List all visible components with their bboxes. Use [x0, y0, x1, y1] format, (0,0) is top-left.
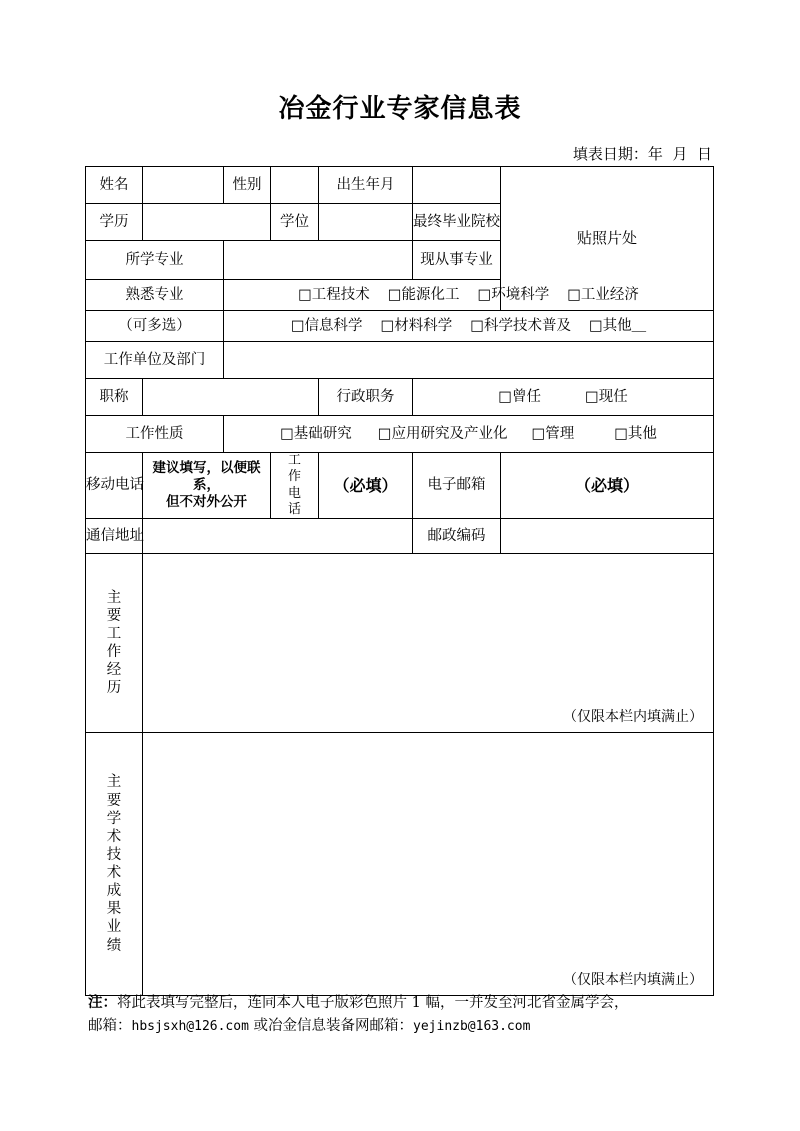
label-postcode: 邮政编码 — [413, 519, 501, 554]
field-birth[interactable] — [413, 167, 501, 204]
checkbox-label: 应用研究及产业化 — [391, 425, 508, 442]
admin-post-options — [413, 379, 714, 416]
table-row-work-nature — [86, 416, 714, 453]
vchar: 工 — [106, 625, 122, 642]
checkbox-icon: □ — [614, 425, 628, 442]
fill-date-line: 填表日期：年 月 日 — [572, 145, 712, 163]
checkbox-icon: □ — [377, 425, 392, 442]
field-education[interactable] — [143, 204, 271, 241]
checkbox-icon: □ — [298, 286, 312, 303]
field-degree[interactable] — [319, 204, 413, 241]
footer-email-2[interactable]: yejinzb@163.com — [413, 1019, 531, 1035]
label-work-unit: 工作单位及部门 — [86, 342, 224, 379]
table-row-contact — [86, 453, 714, 519]
table-row-main-experience — [86, 554, 714, 733]
field-job-title[interactable] — [143, 379, 319, 416]
field-address[interactable] — [143, 519, 413, 554]
vchar: 学 — [106, 810, 122, 827]
vchar: 技 — [106, 846, 122, 863]
field-main-achievements[interactable] — [143, 733, 714, 996]
checkbox-label: 其他 — [627, 425, 657, 442]
footer-email-1[interactable]: hbsjsxh@126.com — [131, 1019, 249, 1035]
familiar-major-options-row2 — [224, 311, 714, 342]
label-education: 学历 — [86, 204, 143, 241]
photo-placeholder[interactable]: 贴照片处 — [501, 167, 714, 311]
label-birth: 出生年月 — [319, 167, 413, 204]
table-row-job-title — [86, 379, 714, 416]
expert-info-table — [85, 166, 714, 996]
checkbox-icon: □ — [477, 286, 492, 303]
checkbox-option-environment[interactable] — [478, 286, 550, 304]
checkbox-label: 管理 — [545, 425, 575, 442]
checkbox-icon: □ — [280, 425, 294, 442]
checkbox-label: 工程技术 — [311, 286, 370, 303]
vchar: 历 — [106, 680, 122, 697]
table-row-main-achievements — [86, 733, 714, 996]
label-work-phone: 工 作 电 话 — [271, 453, 319, 519]
checkbox-label: 环境科学 — [491, 286, 550, 303]
checkbox-label: 工业经济 — [580, 286, 639, 303]
checkbox-label: 现任 — [598, 388, 628, 405]
checkbox-label: 科学技术普及 — [483, 317, 571, 334]
label-work-nature: 工作性质 — [86, 416, 224, 453]
checkbox-icon: □ — [585, 388, 599, 405]
checkbox-icon: □ — [290, 317, 305, 334]
field-major-studied[interactable] — [224, 241, 413, 280]
footer-email-label: 邮箱： — [88, 1018, 132, 1035]
field-main-experience[interactable] — [143, 554, 714, 733]
footer-note-line1: 将此表填写完整后，连同本人电子版彩色照片 1 幅，一并发至河北省金属学会， — [117, 995, 629, 1011]
checkbox-option-other[interactable] — [589, 317, 646, 335]
checkbox-option-basic-research[interactable] — [280, 425, 352, 443]
familiar-major-options-row1 — [224, 280, 714, 311]
checkbox-label: 材料科学 — [394, 317, 453, 334]
checkbox-option-former-post[interactable] — [498, 388, 541, 406]
mobile-hint-line2: 但不对外公开 — [166, 493, 247, 510]
work-nature-options — [224, 416, 714, 453]
checkbox-option-science-popularization[interactable] — [470, 317, 571, 335]
label-main-experience — [86, 554, 143, 733]
vchar: 主 — [106, 589, 122, 606]
footer-email-connector: 或冶金信息装备网邮箱： — [248, 1018, 414, 1035]
checkbox-icon: □ — [470, 317, 484, 334]
checkbox-option-materials-science[interactable] — [381, 317, 453, 335]
label-gender: 性别 — [224, 167, 271, 204]
label-familiar-major: 熟悉专业 — [86, 280, 224, 311]
vchar: 成 — [106, 883, 122, 900]
checkbox-icon: □ — [387, 286, 402, 303]
field-gender[interactable] — [271, 167, 319, 204]
label-familiar-major-sub: （可多选） — [86, 311, 224, 342]
field-email-required[interactable]: （必填） — [501, 453, 714, 519]
checkbox-option-management[interactable] — [532, 425, 575, 443]
checkbox-label: 曾任 — [512, 388, 541, 405]
checkbox-option-industrial-economy[interactable] — [567, 286, 639, 304]
label-email: 电子邮箱 — [413, 453, 501, 519]
checkbox-icon: □ — [380, 317, 395, 334]
label-mobile-phone: 移动电话 — [86, 453, 143, 519]
vchar: 经 — [106, 662, 122, 679]
checkbox-icon: □ — [498, 388, 512, 405]
checkbox-label: 基础研究 — [293, 425, 352, 442]
vchar: 果 — [106, 901, 122, 918]
label-major-studied: 所学专业 — [86, 241, 224, 280]
vchar: 术 — [106, 828, 122, 845]
field-name[interactable] — [143, 167, 224, 204]
checkbox-option-engineering[interactable] — [298, 286, 370, 304]
mobile-hint-line1: 建议填写，以便联系， — [152, 460, 261, 494]
checkbox-label: 能源化工 — [401, 286, 460, 303]
vchar: 术 — [106, 865, 122, 881]
label-name: 姓名 — [86, 167, 143, 204]
table-row-name — [86, 167, 714, 204]
field-postcode[interactable] — [501, 519, 714, 554]
label-job-title: 职称 — [86, 379, 143, 416]
footer-note — [88, 991, 718, 1038]
vchar: 主 — [106, 774, 122, 791]
label-major-current: 现从事专业 — [413, 241, 501, 280]
vchar: 业 — [106, 919, 122, 936]
vchar: 绩 — [106, 937, 122, 954]
table-row-work-unit — [86, 342, 714, 379]
table-row-address — [86, 519, 714, 554]
field-work-phone-required[interactable]: （必填） — [319, 453, 413, 519]
checkbox-icon: □ — [531, 425, 546, 442]
checkbox-label: 其他＿ — [602, 317, 647, 334]
vchar: 作 — [106, 644, 122, 660]
checkbox-option-energy-chemical[interactable] — [388, 286, 460, 304]
label-school: 最终毕业院校 — [413, 204, 501, 241]
vchar: 要 — [106, 792, 122, 809]
checkbox-option-applied-research[interactable] — [378, 425, 508, 443]
label-main-achievements — [86, 733, 143, 996]
table-row-familiar-major-1 — [86, 280, 714, 311]
fill-limit-hint: （仅限本栏内填满止） — [563, 971, 703, 988]
label-admin-post: 行政职务 — [319, 379, 413, 416]
footer-note-prefix: 注： — [88, 994, 117, 1011]
table-row-familiar-major-2 — [86, 311, 714, 342]
checkbox-option-current-post[interactable] — [585, 388, 628, 406]
label-address: 通信地址 — [86, 519, 143, 554]
page-title: 冶金行业专家信息表 — [278, 94, 522, 124]
checkbox-label: 信息科学 — [304, 317, 363, 334]
checkbox-option-information-science[interactable] — [291, 317, 363, 335]
label-degree: 学位 — [271, 204, 319, 241]
field-work-unit[interactable] — [224, 342, 714, 379]
checkbox-option-nature-other[interactable] — [614, 425, 657, 443]
checkbox-icon: □ — [588, 317, 603, 334]
fill-limit-hint: （仅限本栏内填满止） — [563, 708, 703, 725]
mobile-phone-hint[interactable] — [143, 453, 271, 519]
vchar: 要 — [106, 607, 122, 624]
checkbox-icon: □ — [567, 286, 581, 303]
